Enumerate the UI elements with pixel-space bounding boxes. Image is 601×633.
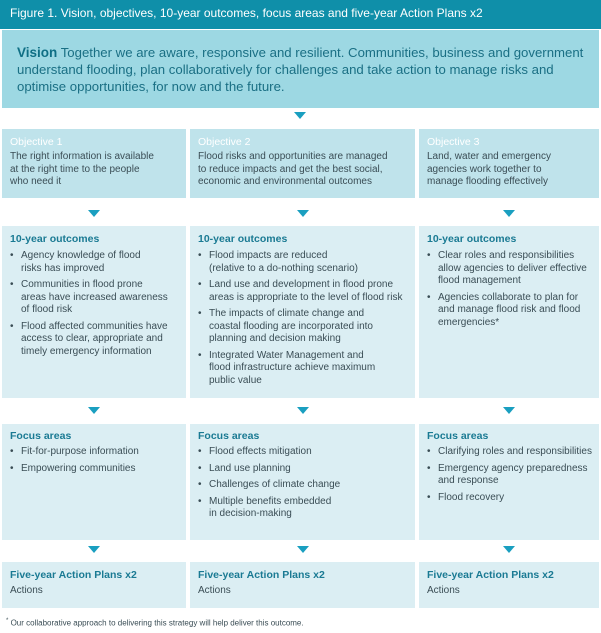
- down-arrow-icon: [297, 546, 309, 553]
- outcome-item: [10, 321, 180, 359]
- objective-3-outcomes-box: [419, 226, 599, 398]
- objective-2-plan-box: [190, 562, 415, 608]
- focus-line: Challenges of climate change: [209, 479, 341, 490]
- objective-text-line: at the right time to the people: [10, 163, 140, 175]
- focus-title: Focus areas: [10, 430, 72, 442]
- down-arrow-icon: [503, 407, 515, 414]
- objective-1-text: [10, 151, 154, 189]
- outcome-line: Agency knowledge of flood: [21, 250, 141, 261]
- vision-statement: [17, 44, 587, 95]
- down-arrow-icon: [88, 407, 100, 414]
- objective-text-line: agencies work together to: [427, 163, 542, 175]
- objective-2-title: Objective 2: [198, 136, 251, 148]
- focus-line: Emergency agency preparedness: [438, 462, 588, 474]
- down-arrow-icon: [297, 407, 309, 414]
- plan-actions: Actions: [198, 585, 231, 596]
- outcome-line: Flood affected communities have: [21, 320, 168, 332]
- outcome-line: Agencies collaborate to plan for: [438, 291, 579, 303]
- outcomes-list: [427, 250, 593, 333]
- focus-list: [427, 446, 593, 508]
- focus-item: [198, 479, 409, 492]
- outcome-line: emergencies*: [438, 316, 500, 328]
- bullet-icon: •: [10, 279, 14, 290]
- bullet-icon: •: [198, 462, 202, 474]
- objective-text-line: The right information is available: [10, 151, 154, 162]
- outcome-item: [10, 279, 180, 317]
- focus-item: [198, 463, 409, 476]
- objective-text-line: to reduce impacts and get the best social,: [198, 163, 383, 175]
- objective-text-line: who need it: [10, 176, 62, 187]
- outcome-line: Flood impacts are reduced: [209, 250, 328, 261]
- outcome-line: Communities in flood prone: [21, 279, 143, 290]
- plan-actions: Actions: [10, 585, 43, 596]
- bullet-icon: •: [198, 308, 202, 319]
- outcome-line: flood infrastructure achieve maximum: [209, 362, 376, 373]
- outcome-line: (relative to a do-nothing scenario): [209, 262, 358, 274]
- outcome-item: [198, 350, 409, 388]
- outcome-line: of flood risk: [21, 304, 73, 315]
- bullet-icon: •: [427, 446, 431, 457]
- objective-3-text: [427, 151, 551, 189]
- outcomes-list: [10, 250, 180, 362]
- bullet-icon: •: [198, 479, 202, 490]
- objective-1-title: Objective 1: [10, 136, 63, 148]
- focus-item: [427, 492, 593, 505]
- outcome-line: timely emergency information: [21, 345, 152, 357]
- focus-line: and response: [438, 475, 499, 486]
- down-arrow-icon: [88, 546, 100, 553]
- focus-title: Focus areas: [427, 430, 489, 442]
- figure-header: [0, 0, 601, 29]
- outcome-item: [427, 250, 593, 288]
- bullet-icon: •: [10, 250, 14, 261]
- outcome-line: Clear roles and responsibilities: [438, 250, 575, 261]
- vision-text: Together we are aware, responsive and resilient. Communities, business and government understand flooding, plan collaboratively for challenges and take action to manage risks and optimise opportunities, for now and the future.: [17, 45, 584, 94]
- plan-title: Five-year Action Plans x2: [198, 569, 325, 581]
- objective-3-title: Objective 3: [427, 136, 480, 148]
- outcome-line: planning and decision making: [209, 333, 341, 344]
- focus-item: [427, 463, 593, 488]
- focus-list: [198, 446, 409, 525]
- outcome-line: areas have increased awareness: [21, 291, 168, 303]
- footnote: [6, 618, 304, 628]
- outcome-item: [427, 292, 593, 330]
- bullet-icon: •: [10, 320, 14, 332]
- focus-line: Flood recovery: [438, 491, 505, 503]
- bullet-icon: •: [427, 250, 431, 261]
- bullet-icon: •: [198, 446, 202, 457]
- focus-line: Empowering communities: [21, 462, 136, 474]
- bullet-icon: •: [198, 349, 202, 361]
- objective-text-line: Land, water and emergency: [427, 151, 551, 162]
- footnote-text: Our collaborative approach to delivering this strategy will help deliver this outcome.: [8, 618, 304, 628]
- outcome-line: allow agencies to deliver effective: [438, 262, 587, 274]
- objective-3-plan-box: [419, 562, 599, 608]
- focus-item: [10, 463, 180, 476]
- outcome-line: The impacts of climate change and: [209, 308, 365, 319]
- objective-3-focus-box: [419, 424, 599, 540]
- objective-2-focus-box: [190, 424, 415, 540]
- objective-2-text: [198, 151, 388, 189]
- down-arrow-icon: [503, 210, 515, 217]
- focus-line: in decision-making: [209, 508, 292, 519]
- vision-box: [2, 30, 599, 108]
- focus-item: [198, 496, 409, 521]
- objective-text-line: manage flooding effectively: [427, 176, 549, 187]
- outcome-item: [198, 308, 409, 346]
- bullet-icon: •: [427, 491, 431, 503]
- focus-item: [198, 446, 409, 459]
- vision-arrow-icon: [294, 112, 306, 119]
- outcomes-title: 10-year outcomes: [198, 233, 288, 245]
- bullet-icon: •: [427, 291, 431, 303]
- outcome-line: access to clear, appropriate and: [21, 333, 163, 344]
- outcome-line: and manage flood risk and flood: [438, 304, 581, 315]
- plan-actions: Actions: [427, 585, 460, 596]
- vision-label: Vision: [17, 45, 58, 60]
- outcome-line: coastal flooding are incorporated into: [209, 320, 373, 332]
- focus-item: [427, 446, 593, 459]
- focus-item: [10, 446, 180, 459]
- outcome-item: [198, 250, 409, 275]
- down-arrow-icon: [503, 546, 515, 553]
- focus-line: Flood effects mitigation: [209, 446, 312, 457]
- footnote-mark: *: [6, 618, 9, 624]
- bullet-icon: •: [10, 462, 14, 474]
- focus-line: Land use planning: [209, 462, 291, 474]
- outcome-line: Land use and development in flood prone: [209, 279, 394, 290]
- focus-line: Multiple benefits embedded: [209, 495, 332, 507]
- bullet-icon: •: [10, 446, 14, 457]
- bullet-icon: •: [198, 250, 202, 261]
- outcome-item: [198, 279, 409, 304]
- plan-title: Five-year Action Plans x2: [427, 569, 554, 581]
- objective-2-outcomes-box: [190, 226, 415, 398]
- objective-text-line: economic and environmental outcomes: [198, 176, 372, 187]
- objective-2-box: [190, 129, 415, 198]
- bullet-icon: •: [427, 462, 431, 474]
- down-arrow-icon: [88, 210, 100, 217]
- objective-1-focus-box: [2, 424, 186, 540]
- down-arrow-icon: [297, 210, 309, 217]
- bullet-icon: •: [198, 495, 202, 507]
- outcome-line: areas is appropriate to the level of flood risk: [209, 291, 403, 303]
- outcomes-title: 10-year outcomes: [10, 233, 100, 245]
- outcomes-title: 10-year outcomes: [427, 233, 517, 245]
- outcomes-list: [198, 250, 409, 391]
- outcome-line: risks has improved: [21, 262, 105, 274]
- objective-1-box: [2, 129, 186, 198]
- figure-title: Figure 1. Vision, objectives, 10-year outcomes, focus areas and five-year Action Plans x2: [10, 6, 483, 20]
- focus-list: [10, 446, 180, 479]
- focus-title: Focus areas: [198, 430, 260, 442]
- outcome-item: [10, 250, 180, 275]
- objective-3-box: [419, 129, 599, 198]
- bullet-icon: •: [198, 279, 202, 290]
- focus-line: Clarifying roles and responsibilities: [438, 446, 592, 457]
- objective-1-outcomes-box: [2, 226, 186, 398]
- outcome-line: public value: [209, 374, 262, 386]
- objective-text-line: Flood risks and opportunities are managed: [198, 151, 388, 162]
- outcome-line: flood management: [438, 275, 521, 286]
- plan-title: Five-year Action Plans x2: [10, 569, 137, 581]
- objective-1-plan-box: [2, 562, 186, 608]
- outcome-line: Integrated Water Management and: [209, 349, 364, 361]
- focus-line: Fit-for-purpose information: [21, 446, 139, 457]
